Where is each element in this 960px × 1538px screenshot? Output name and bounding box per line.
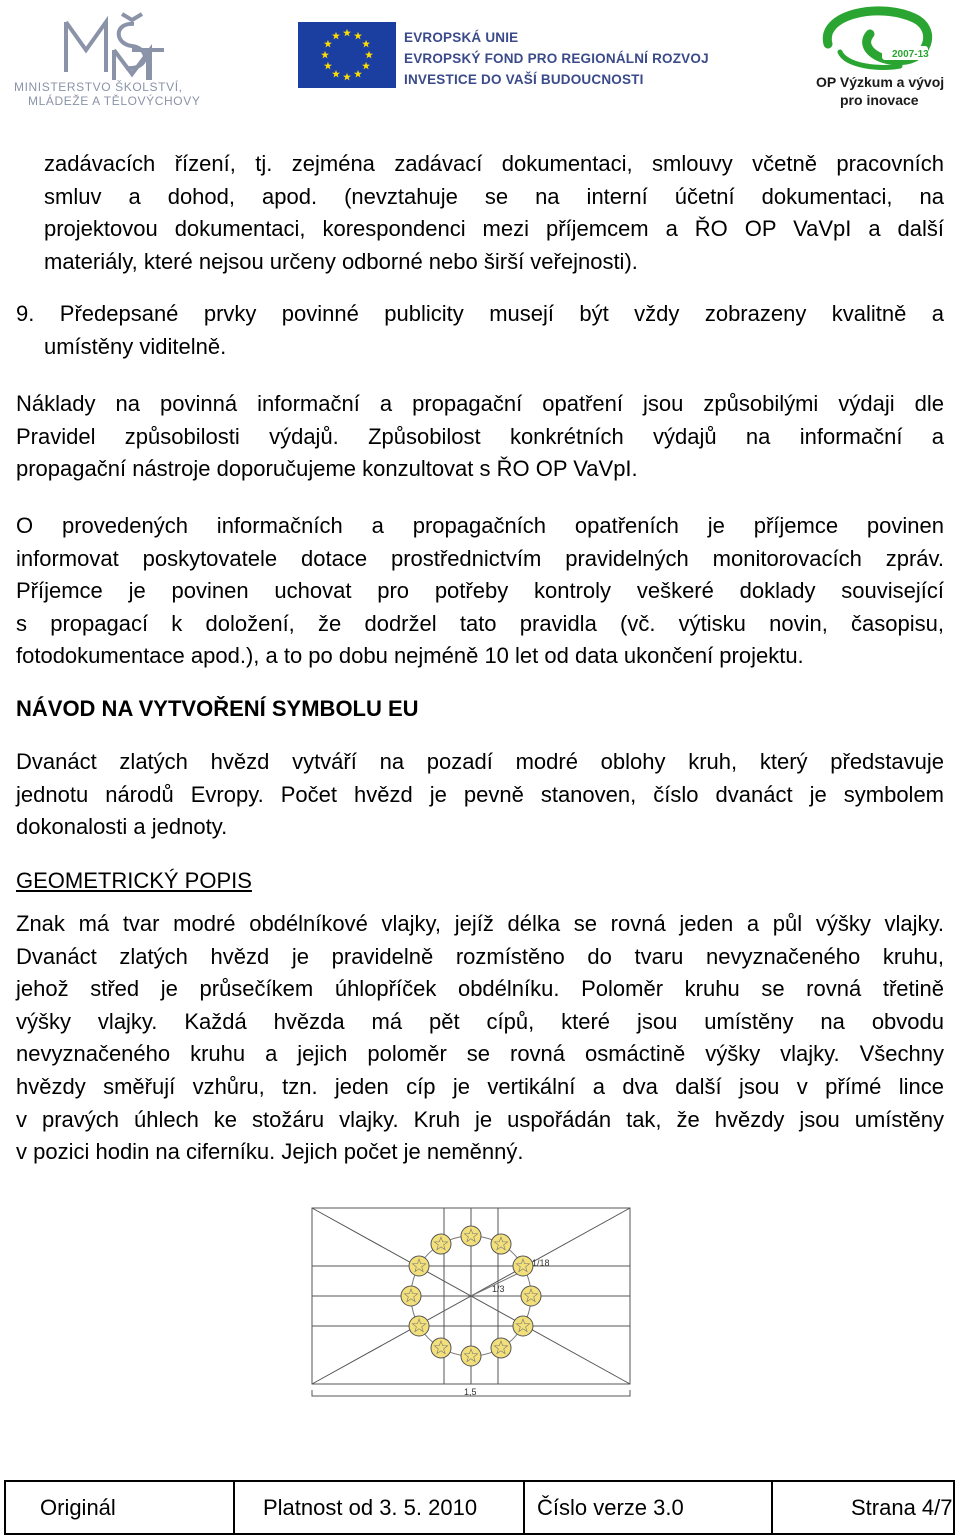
footer-table <box>4 1480 955 1535</box>
text-line: informovat poskytovatele dotace prostřednictvím pravidelných monitorovacích zpráv. <box>16 545 944 571</box>
text-line: Náklady na povinná informační a propagační opatření jsou způsobilými výdaji dle <box>16 391 944 416</box>
eu-logo-line3: INVESTICE DO VAŠÍ BUDOUCNOSTI <box>404 72 644 87</box>
op-logo-years: 2007-13 <box>892 49 929 60</box>
text-line: jehož střed je průsečíkem úhlopříček obdélníku. Poloměr kruhu se rovná třetině <box>16 976 944 1002</box>
text-line: Příjemce je povinen uchovat pro potřeby kontroly veškeré doklady související <box>16 578 944 604</box>
msmt-logo <box>14 10 214 110</box>
msmt-logo-line1: MINISTERSTVO ŠKOLSTVÍ, <box>14 80 183 94</box>
text-line: nevyznačeného kruhu a jejich poloměr se rovná osmáctině výšky vlajky. Všechny <box>16 1041 944 1067</box>
paragraph-contracts <box>44 148 944 278</box>
text-line: 9. Předepsané prvky povinné publicity musejí být vždy zobrazeny kvalitně a <box>16 301 944 326</box>
text-line: zadávacích řízení, tj. zejména zadávací dokumentaci, smlouvy včetně pracovních <box>44 151 944 176</box>
text-line: umístěny viditelně. <box>44 333 227 359</box>
paragraph-twelve-stars <box>16 746 944 844</box>
footer-original: Originál <box>5 1481 234 1534</box>
op-vavpi-logo <box>810 4 950 110</box>
text-line: materiály, které nejsou určeny odborné nebo širší veřejnosti). <box>44 248 638 274</box>
paragraph-reporting <box>16 510 944 673</box>
text-line: jednotu národů Evropy. Počet hvězd je pevně stanoven, číslo dvanáct je symbolem <box>16 781 944 807</box>
paragraph-geometric-description <box>16 908 944 1169</box>
section-heading-geometry: GEOMETRICKÝ POPIS <box>16 868 252 893</box>
footer-version: Číslo verze 3.0 <box>524 1481 772 1534</box>
eu-logo-line2: EVROPSKÝ FOND PRO REGIONÁLNÍ ROZVOJ <box>404 51 709 66</box>
eu-logo-block <box>298 22 709 92</box>
section-heading-eu-symbol: NÁVOD NA VYTVOŘENÍ SYMBOLU EU <box>16 696 419 721</box>
text-line: smluv a dohod, apod. (nevztahuje se na interní účetní dokumentaci, na <box>44 183 944 209</box>
radius-label: 1/3 <box>492 1284 505 1294</box>
text-line: dokonalosti a jednoty. <box>16 814 228 840</box>
paragraph-costs <box>16 388 944 486</box>
width-label: 1,5 <box>464 1387 477 1397</box>
msmt-logo-line2: MLÁDEŽE A TĚLOVÝCHOVY <box>28 94 201 108</box>
text-line: projektovou dokumentaci, korespondenci mezi příjemcem a ŘO OP VaVpI a další <box>44 216 944 242</box>
eu-flag-construction-diagram <box>306 1204 638 1400</box>
text-line: Dvanáct zlatých hvězd je pravidelně rozmístěno do tvaru nevyznačeného kruhu, <box>16 943 944 969</box>
text-line: Pravidel způsobilosti výdajů. Způsobilost konkrétních výdajů na informační a <box>16 423 944 449</box>
flag-geometry-figure <box>306 1204 638 1400</box>
eu-flag-icon <box>298 22 396 88</box>
text-line: Dvanáct zlatých hvězd vytváří na pozadí modré oblohy kruh, který představuje <box>16 749 944 774</box>
text-line: hvězdy směřují vzhůru, tzn. jeden cíp je vertikální a dva další jsou v přímé lince <box>16 1073 944 1099</box>
op-logo-line2: pro inovace <box>840 92 919 108</box>
star-size-label: 1/18 <box>532 1258 550 1268</box>
op-swirl-icon <box>810 4 950 74</box>
op-logo-line1: OP Výzkum a vývoj <box>816 74 945 90</box>
text-line: výšky vlajky. Každá hvězda má pět cípů, které jsou umístěny na obvodu <box>16 1008 944 1034</box>
footer-page: Strana 4/7 <box>772 1481 954 1534</box>
paragraph-item-9 <box>16 298 944 363</box>
text-line: propagační nástroje doporučujeme konzultovat s ŘO OP VaVpI. <box>16 456 638 482</box>
text-line: s propagací k doložení, že dodržel tato pravidla (vč. výtisku novin, časopisu, <box>16 610 944 636</box>
text-line: Znak má tvar modré obdélníkové vlajky, jejíž délka se rovná jeden a půl výšky vlajky. <box>16 911 944 936</box>
text-line: v pozici hodin na ciferníku. Jejich počet je neměnný. <box>16 1139 524 1165</box>
footer-row <box>5 1481 954 1534</box>
footer-validity: Platnost od 3. 5. 2010 <box>234 1481 524 1534</box>
eu-logo-line1: EVROPSKÁ UNIE <box>404 30 519 45</box>
text-line: O provedených informačních a propagačních opatřeních je příjemce povinen <box>16 513 944 538</box>
text-line: fotodokumentace apod.), a to po dobu nejméně 10 let od data ukončení projektu. <box>16 643 804 669</box>
text-line: v pravých úhlech ke stožáru vlajky. Kruh je uspořádán tak, že hvězdy jsou umístěny <box>16 1106 944 1132</box>
